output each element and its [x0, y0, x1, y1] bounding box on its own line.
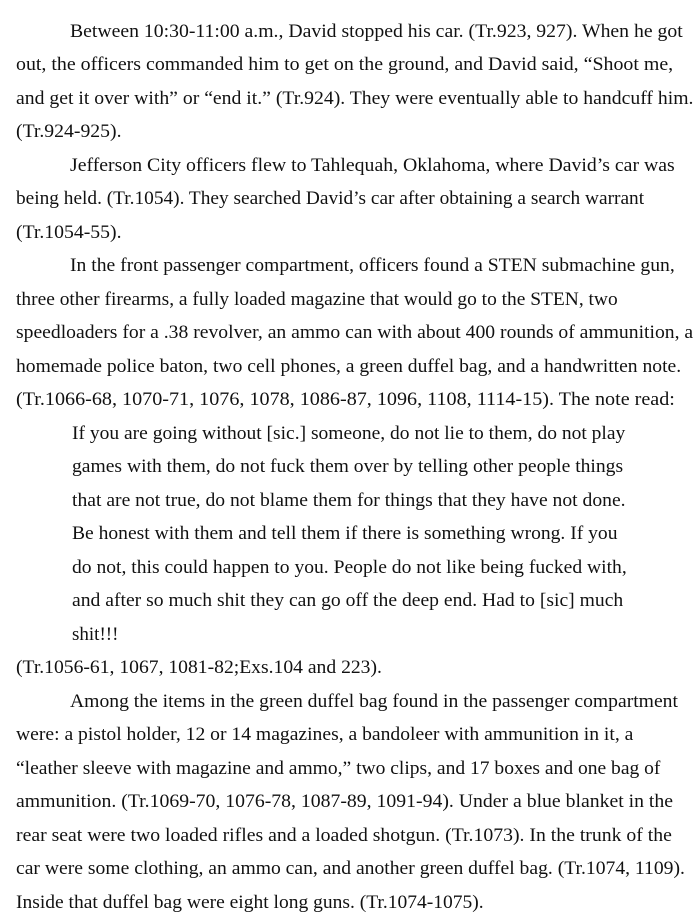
text-line: (Tr.1056-61, 1067, 1081-82;Exs.104 and 223).	[16, 657, 382, 678]
quote-line: If you are going without [sic.] someone, do not lie to them, do not play	[72, 423, 626, 444]
text-line: rear seat were two loaded rifles and a loaded shotgun. (Tr.1073). In the trunk of the	[16, 825, 672, 846]
text-line: out, the officers commanded him to get on the ground, and David said, “Shoot me,	[16, 54, 674, 75]
quote-line: Be honest with them and tell them if there is something wrong. If you	[72, 523, 618, 544]
text-line: (Tr.1054-55).	[16, 222, 122, 243]
quote-line: that are not true, do not blame them for things that they have not done.	[72, 490, 626, 511]
text-line: Jefferson City officers flew to Tahlequah, Oklahoma, where David’s car was	[70, 155, 675, 176]
quote-line: do not, this could happen to you. People do not like being fucked with,	[72, 557, 627, 578]
text-line: “leather sleeve with magazine and ammo,” two clips, and 17 boxes and one bag of	[16, 758, 661, 779]
quote-line: games with them, do not fuck them over by telling other people things	[72, 456, 624, 477]
text-line: three other firearms, a fully loaded magazine that would go to the STEN, two	[16, 289, 618, 310]
text-line: ammunition. (Tr.1069-70, 1076-78, 1087-89, 1091-94). Under a blue blanket in the	[16, 791, 674, 812]
text-line: (Tr.924-925).	[16, 121, 122, 142]
text-line: Inside that duffel bag were eight long guns. (Tr.1074-1075).	[16, 892, 484, 913]
text-line: homemade police baton, two cell phones, a green duffel bag, and a handwritten note.	[16, 356, 682, 377]
text-line: In the front passenger compartment, officers found a STEN submachine gun,	[70, 255, 675, 276]
text-line: car were some clothing, an ammo can, and another green duffel bag. (Tr.1074, 1109).	[16, 858, 685, 879]
text-line: (Tr.1066-68, 1070-71, 1076, 1078, 1086-87, 1096, 1108, 1114-15). The note read:	[16, 389, 675, 410]
quote-line: shit!!!	[72, 624, 119, 645]
text-line: being held. (Tr.1054). They searched David’s car after obtaining a search warrant	[16, 188, 645, 209]
text-line: were: a pistol holder, 12 or 14 magazines, a bandoleer with ammunition in it, a	[16, 724, 634, 745]
quote-line: and after so much shit they can go off the deep end. Had to [sic] much	[72, 590, 624, 611]
text-line: Among the items in the green duffel bag found in the passenger compartment	[70, 691, 678, 712]
text-line: speedloaders for a .38 revolver, an ammo can with about 400 rounds of ammunition, a	[16, 322, 694, 343]
text-line: and get it over with” or “end it.” (Tr.924). They were eventually able to handcuff him.	[16, 88, 694, 109]
text-line: Between 10:30-11:00 a.m., David stopped his car. (Tr.923, 927). When he got	[70, 21, 683, 42]
